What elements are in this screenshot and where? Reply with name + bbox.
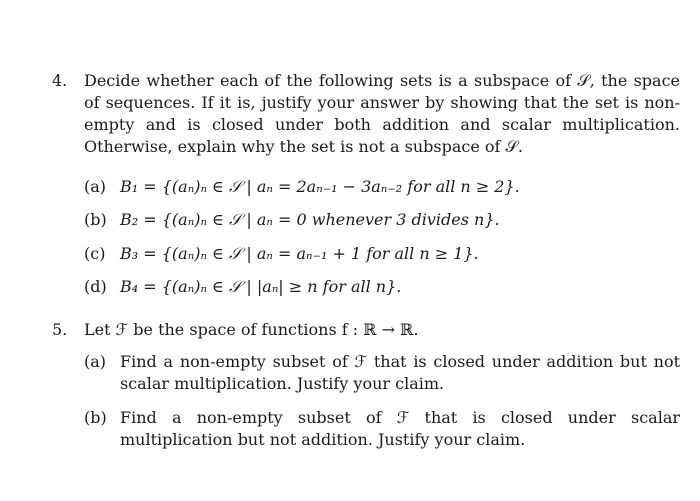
part-label: (a) bbox=[84, 177, 107, 196]
problem-statement: Decide whether each of the following sets is a subspace of 𝒮, the space of sequences. If it is, justify your answer by showing that the set is non-empty and is closed under both addition and scalar multiplication. Otherwise, explain why the set is not a subspace of 𝒮. bbox=[84, 71, 680, 156]
part-text: B₁ = {(aₙ)ₙ ∈ 𝒮 | aₙ = 2aₙ₋₁ − 3aₙ₋₂ for all n ≥ 2}. bbox=[120, 177, 520, 196]
part-text: B₄ = {(aₙ)ₙ ∈ 𝒮 | |aₙ| ≥ n for all n}. bbox=[120, 277, 402, 296]
problem-statement: Let ℱ be the space of functions f : ℝ → ℝ. bbox=[84, 320, 419, 339]
problem-number: 5. bbox=[52, 320, 68, 339]
part-item bbox=[84, 276, 680, 309]
part-item bbox=[84, 351, 680, 395]
part-text: Find a non-empty subset of ℱ that is closed under addition but not scalar multiplication. Justify your claim. bbox=[120, 352, 680, 393]
part-label: (c) bbox=[84, 244, 106, 263]
parts-list bbox=[84, 176, 680, 309]
part-label: (b) bbox=[84, 210, 107, 229]
part-label: (d) bbox=[84, 277, 107, 296]
problem-body bbox=[84, 70, 680, 309]
problem-body bbox=[84, 319, 680, 451]
parts-list bbox=[84, 351, 680, 451]
part-label: (a) bbox=[84, 352, 107, 371]
part-item bbox=[84, 176, 680, 209]
part-text: Find a non-empty subset of ℱ that is closed under scalar multiplication but not addition. Justify your claim. bbox=[120, 408, 680, 449]
part-text: B₃ = {(aₙ)ₙ ∈ 𝒮 | aₙ = aₙ₋₁ + 1 for all n ≥ 1}. bbox=[120, 244, 479, 263]
part-label: (b) bbox=[84, 408, 107, 427]
problem-number: 4. bbox=[52, 71, 68, 90]
part-item bbox=[84, 243, 680, 276]
part-item bbox=[84, 407, 680, 451]
part-text: B₂ = {(aₙ)ₙ ∈ 𝒮 | aₙ = 0 whenever 3 divides n}. bbox=[120, 210, 500, 229]
part-item bbox=[84, 209, 680, 243]
